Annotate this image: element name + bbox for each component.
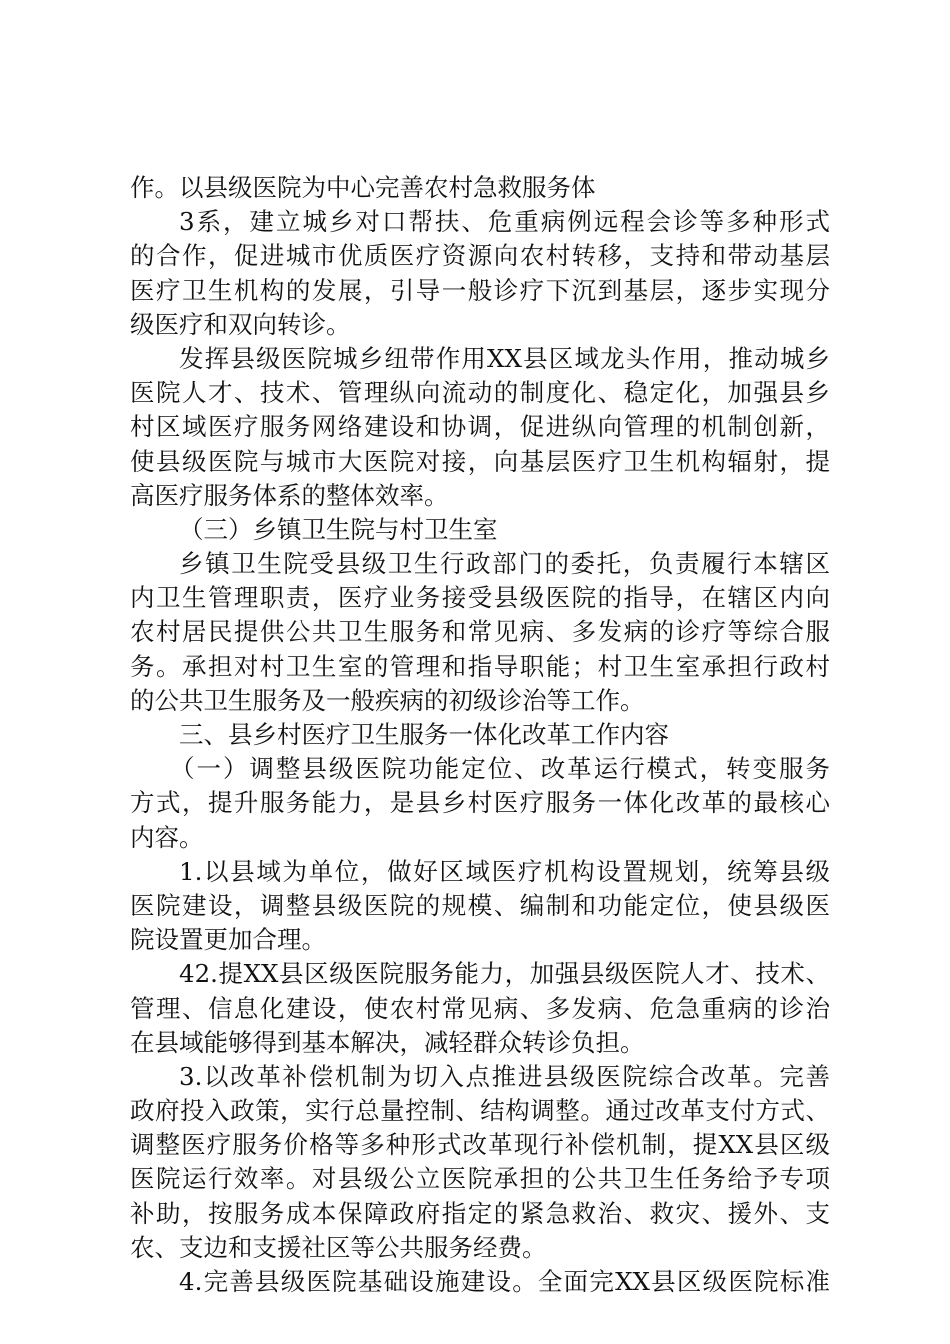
text-line: 在县域能够得到基本解决，减轻群众转诊负担。: [130, 1027, 645, 1057]
text-line: 3系，建立城乡对口帮扶、危重病例远程会诊等多种形式: [179, 207, 830, 237]
text-line: 的公共卫生服务及一般疾病的初级诊治等工作。: [130, 685, 645, 715]
section-heading: 三、县乡村医疗卫生服务一体化改革工作内容: [179, 720, 669, 749]
text-line: 村区域医疗服务网络建设和协调，促进纵向管理的机制创新，: [130, 412, 830, 442]
text-line: 补助，按服务成本保障政府指定的紧急救治、救灾、援外、支: [130, 1198, 830, 1228]
section-heading: （三）乡镇卫生院与村卫生室: [179, 514, 498, 544]
text-line: 4.完善县级医院基础设施建设。全面完XX县区级医院标准: [179, 1267, 830, 1296]
text-line: 农、支边和支援社区等公共服务经费。: [130, 1232, 547, 1262]
text-line: 3.以改革补偿机制为切入点推进县级医院综合改革。完善: [179, 1061, 830, 1091]
text-line: 方式，提升服务能力，是县乡村医疗服务一体化改革的最核心: [130, 788, 830, 818]
text-line: 42.提XX县区级医院服务能力，加强县级医院人才、技术、: [179, 959, 830, 989]
text-line: 内卫生管理职责，医疗业务接受县级医院的指导，在辖区内向: [130, 583, 830, 613]
text-line: 务。承担对村卫生室的管理和指导职能；村卫生室承担行政村: [130, 651, 830, 681]
text-line: 医院运行效率。对县级公立医院承担的公共卫生任务给予专项: [130, 1164, 830, 1194]
text-line: 高医疗服务体系的整体效率。: [130, 480, 449, 510]
text-line: 农村居民提供公共卫生服务和常见病、多发病的诊疗等综合服: [130, 617, 830, 647]
text-line: 1.以县域为单位，做好区域医疗机构设置规划，统筹县级: [179, 856, 830, 886]
text-line: 医院建设，调整县级医院的规模、编制和功能定位，使县级医: [130, 890, 830, 920]
text-line: 调整医疗服务价格等多种形式改革现行补偿机制，提XX县区级: [130, 1130, 830, 1160]
text-line: 发挥县级医院城乡纽带作用XX县区域龙头作用，推动城乡: [179, 343, 830, 373]
text-line: 内容。: [130, 822, 204, 852]
text-line: 政府投入政策，实行总量控制、结构调整。通过改革支付方式、: [130, 1096, 830, 1126]
text-line: 管理、信息化建设，使农村常见病、多发病、危急重病的诊治: [130, 993, 830, 1023]
text-line: （一）调整县级医院功能定位、改革运行模式，转变服务: [170, 754, 830, 784]
text-line: 的合作，促进城市优质医疗资源向农村转移，支持和带动基层: [130, 241, 830, 271]
text-line: 医疗卫生机构的发展，引导一般诊疗下沉到基层，逐步实现分: [130, 275, 830, 305]
text-line: 医院人才、技术、管理纵向流动的制度化、稳定化，加强县乡: [130, 378, 830, 408]
text-line: 作。以县级医院为中心完善农村急救服务体: [130, 173, 596, 202]
document-body: [130, 171, 830, 1299]
text-line: 使县级医院与城市大医院对接，向基层医疗卫生机构辐射，提: [130, 446, 830, 476]
text-line: 院设置更加合理。: [130, 925, 326, 955]
text-line: 级医疗和双向转诊。: [130, 309, 351, 339]
text-line: 乡镇卫生院受县级卫生行政部门的委托，负责履行本辖区: [179, 549, 830, 579]
